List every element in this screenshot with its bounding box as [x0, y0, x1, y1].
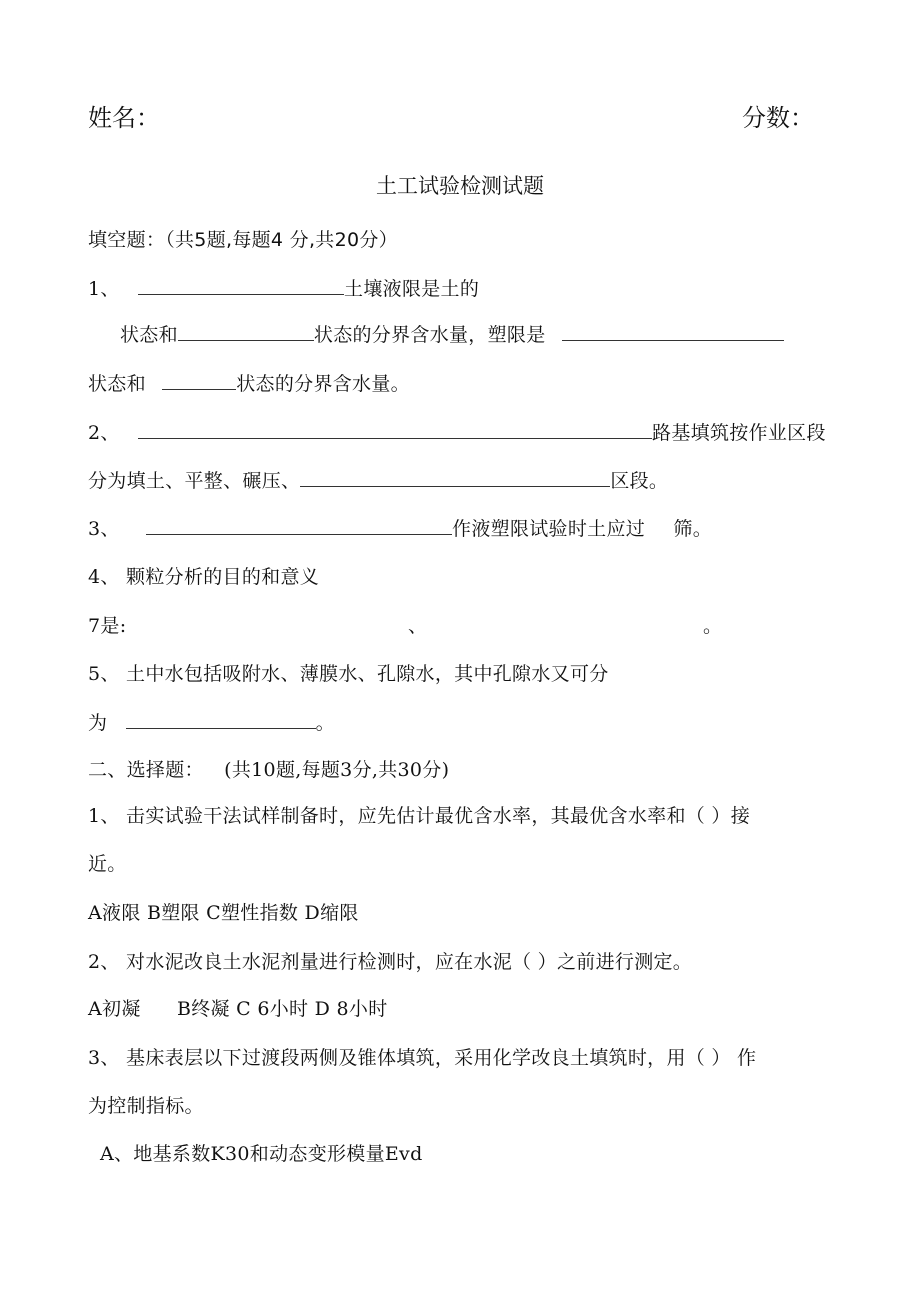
- fill-question-1-line-b: [120, 322, 784, 347]
- question-text: 状态的分界含水量，塑限是: [313, 324, 546, 346]
- question-text: 颗粒分析的目的和意义: [126, 566, 320, 588]
- choice-question-3-line-a: [88, 1046, 756, 1070]
- question-text: 击实试验干法试样制备时，应先估计最优含水率，其最优含水率和（ ）接: [126, 805, 750, 827]
- choice-question-2: [88, 950, 692, 974]
- question-number: 3、: [88, 1047, 120, 1069]
- fill-question-2-line-b: [88, 468, 668, 493]
- question-text: 为: [88, 712, 108, 734]
- question-text: 7是:: [88, 615, 127, 637]
- choice-question-1-line-a: [88, 804, 750, 828]
- answer-blank[interactable]: [138, 420, 652, 439]
- question-number: 2、: [88, 422, 120, 444]
- fill-question-1-line-a: [88, 276, 479, 301]
- section2-heading-detail: (共10题,每题3分,共30分): [224, 759, 450, 781]
- question-number: 3、: [88, 518, 120, 540]
- choice-question-3-option-a: A、地基系数K30和动态变形模量Evd: [100, 1143, 423, 1165]
- question-text: 对水泥改良土水泥剂量进行检测时，应在水泥（ ）之前进行测定。: [126, 951, 693, 973]
- question-text: 状态的分界含水量。: [236, 373, 410, 395]
- fill-question-4-line-b: [88, 614, 828, 638]
- answer-blank[interactable]: [162, 371, 236, 390]
- section1-heading: 填空题：（共5题,每题4 分,共20分）: [88, 229, 398, 251]
- fill-question-3: [88, 516, 712, 541]
- name-label: 姓名：: [88, 104, 160, 132]
- question-text: 筛。: [673, 518, 713, 540]
- fill-question-5-line-a: [88, 662, 609, 686]
- section2-heading-title: 二、选择题：: [88, 759, 204, 781]
- fill-question-1-line-c: [88, 371, 410, 396]
- question-text: 路基填筑按作业区段: [652, 422, 826, 444]
- answer-blank[interactable]: [562, 322, 784, 341]
- choice-question-1-line-b: [88, 852, 127, 876]
- question-number: 2、: [88, 951, 120, 973]
- option-rest: B终凝 C 6小时 D 8小时: [176, 998, 388, 1020]
- question-text: 土中水包括吸附水、薄膜水、孔隙水，其中孔隙水又可分: [126, 663, 609, 685]
- question-text: 。: [315, 712, 335, 734]
- question-number: 1、: [88, 805, 120, 827]
- question-text: 。: [703, 615, 723, 637]
- fill-question-4-line-a: [88, 565, 319, 589]
- section2-heading: [88, 758, 449, 782]
- choice-question-3-line-b: [88, 1094, 204, 1118]
- choice-question-1-options: A液限 B塑限 C塑性指数 D缩限: [88, 902, 359, 924]
- question-text: 作液塑限试验时土应过: [452, 518, 646, 540]
- question-text: 区段。: [610, 470, 669, 492]
- page-title: 土工试验检测试题: [376, 174, 544, 198]
- question-text: 分为填土、平整、碾压、: [88, 470, 301, 492]
- answer-blank[interactable]: [178, 322, 314, 341]
- answer-blank[interactable]: [138, 276, 344, 295]
- question-text: 近。: [88, 853, 127, 875]
- fill-question-5-line-b: [88, 710, 335, 735]
- answer-blank[interactable]: [146, 516, 452, 535]
- question-number: 1、: [88, 278, 120, 300]
- question-number: 4、: [88, 566, 120, 588]
- answer-blank[interactable]: [126, 710, 316, 729]
- question-text: 基床表层以下过渡段两侧及锥体填筑，采用化学改良土填筑时，用（ ） 作: [126, 1047, 757, 1069]
- option-a: A初凝: [88, 998, 141, 1020]
- score-label: 分数：: [742, 104, 814, 132]
- question-text: 为控制指标。: [88, 1095, 204, 1117]
- question-text: 状态和: [88, 373, 146, 395]
- question-text: 状态和: [120, 324, 178, 346]
- question-number: 5、: [88, 663, 120, 685]
- question-text: 土壤液限是土的: [344, 278, 480, 300]
- choice-question-2-options: [88, 997, 388, 1021]
- answer-blank[interactable]: [300, 468, 610, 487]
- fill-question-2-line-a: [88, 420, 826, 445]
- question-text: 、: [408, 615, 428, 637]
